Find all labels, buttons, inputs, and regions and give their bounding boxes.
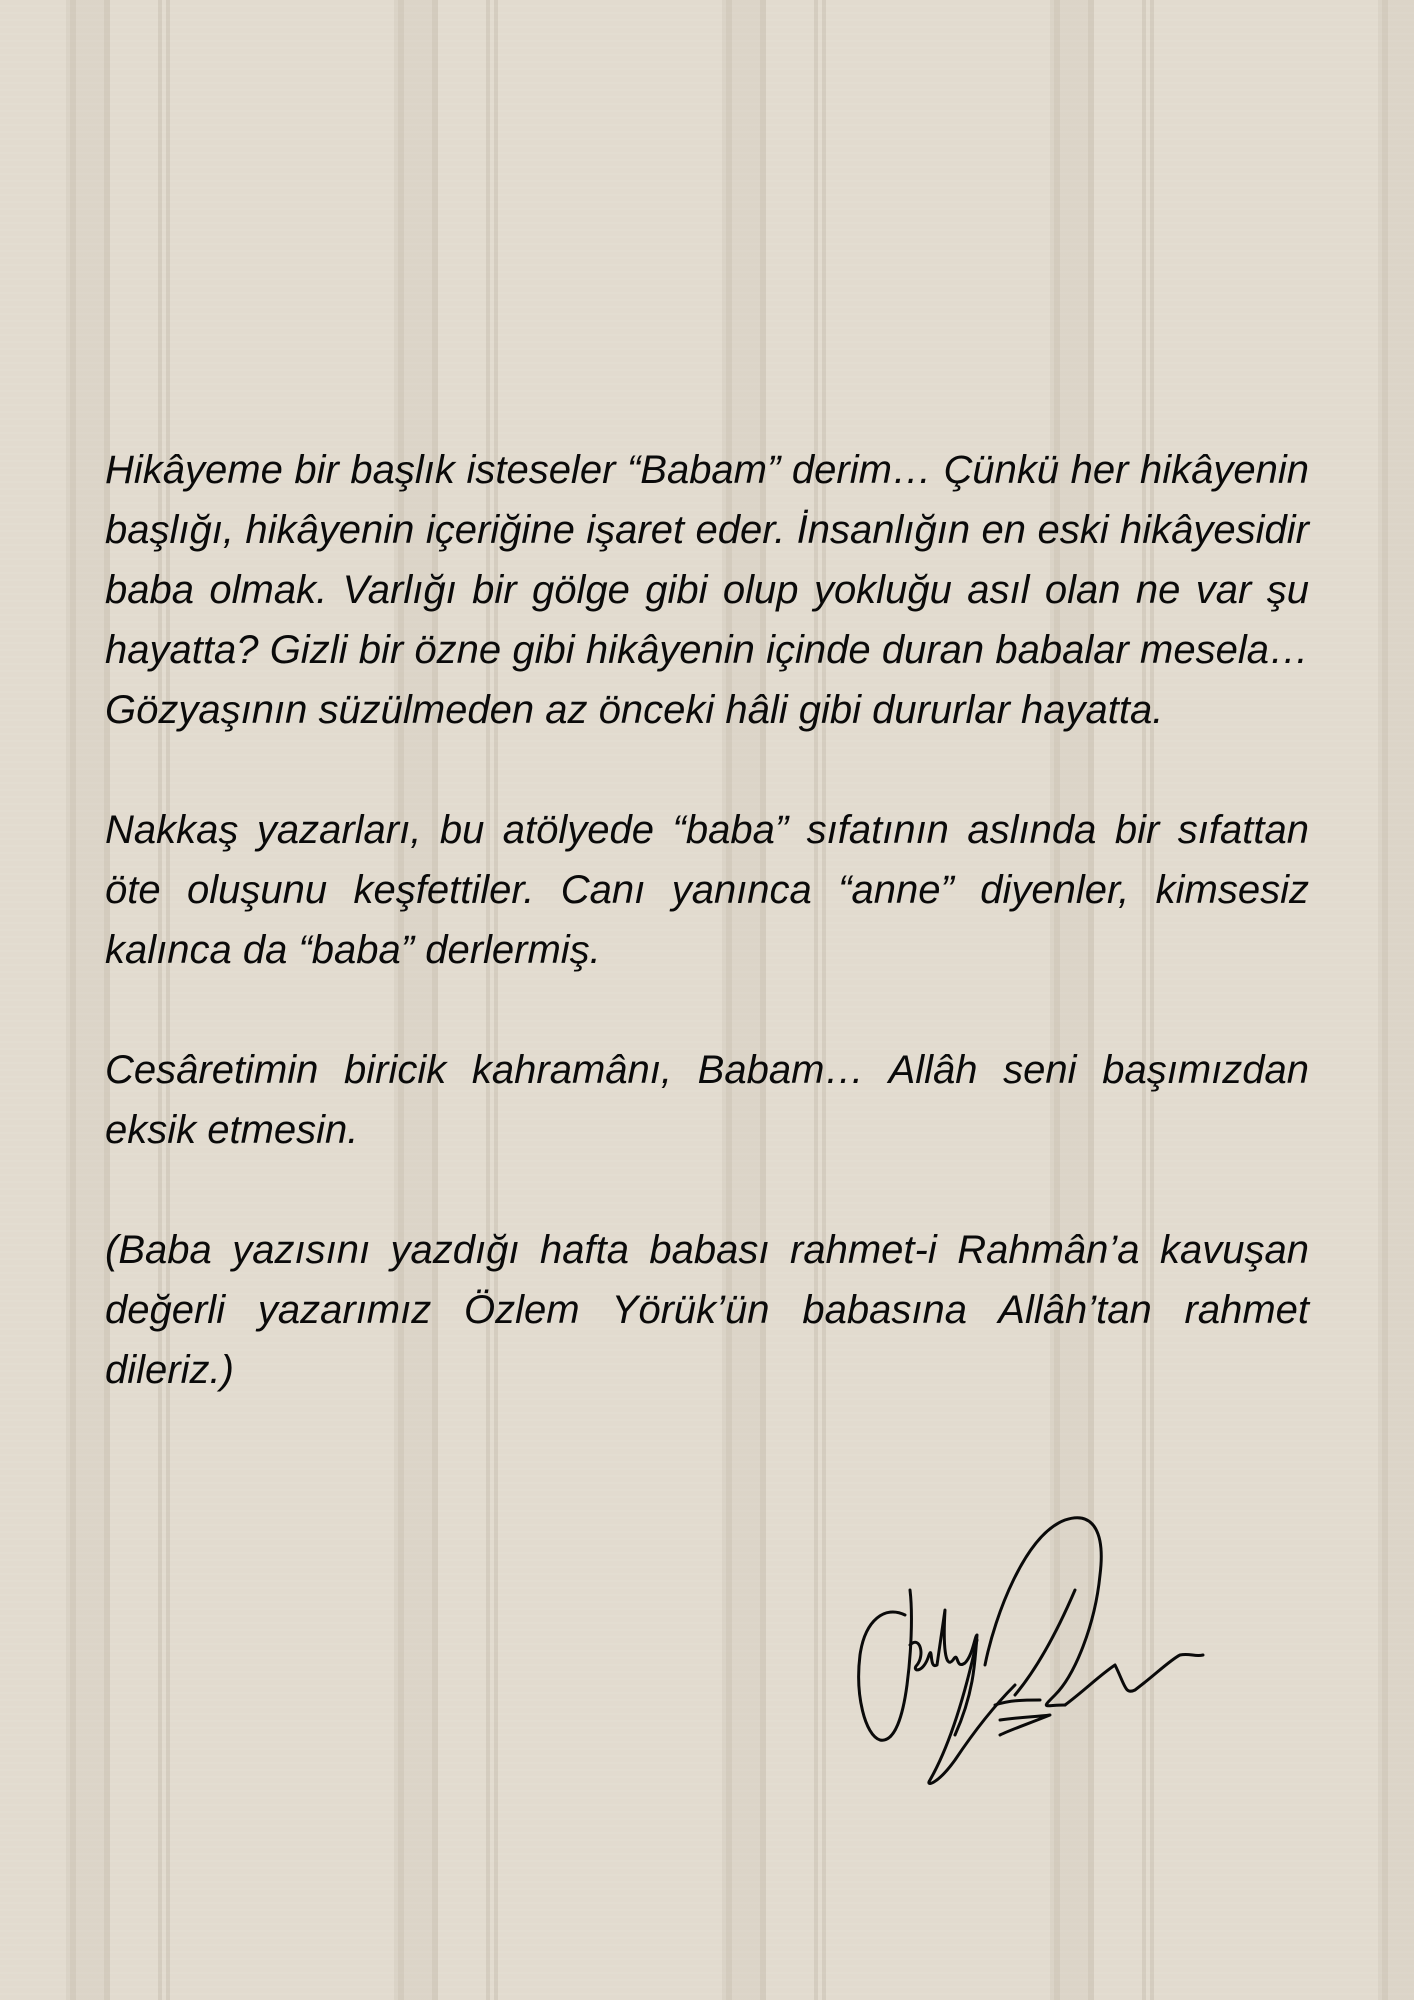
paragraph-condolence: (Baba yazısını yazdığı hafta babası rahmet-i Rahmân’a kavuşan değerli yazarımız Özlem Yörük’ün babasına Allâh’tan rahmet dileriz.) (105, 1228, 1309, 1392)
paragraph-dedication: Cesâretimin biricik kahramânı, Babam… Allâh seni başımızdan eksik etmesin. (105, 1048, 1309, 1152)
letter-body (105, 440, 1309, 1460)
paragraph-nakkas-writers: Nakkaş yazarları, bu atölyede “baba” sıfatının aslında bir sıfattan öte oluşunu keşfettiler. Canı yanınca “anne” diyenler, kimsesiz kalınca da “baba” derlermiş. (105, 808, 1309, 972)
paragraph-intro: Hikâyeme bir başlık isteseler “Babam” derim… Çünkü her hikâyenin başlığı, hikâyenin içeriğine işaret eder. İnsanlığın en eski hikâyesidir baba olmak. Varlığı bir gölge gibi olup yokluğu asıl olan ne var şu hayatta? Gizli bir özne gibi hikâyenin içinde duran babalar mesela… Gözyaşının süzülmeden az önceki hâli gibi dururlar hayatta. (105, 448, 1309, 732)
signature-icon (825, 1495, 1245, 1805)
